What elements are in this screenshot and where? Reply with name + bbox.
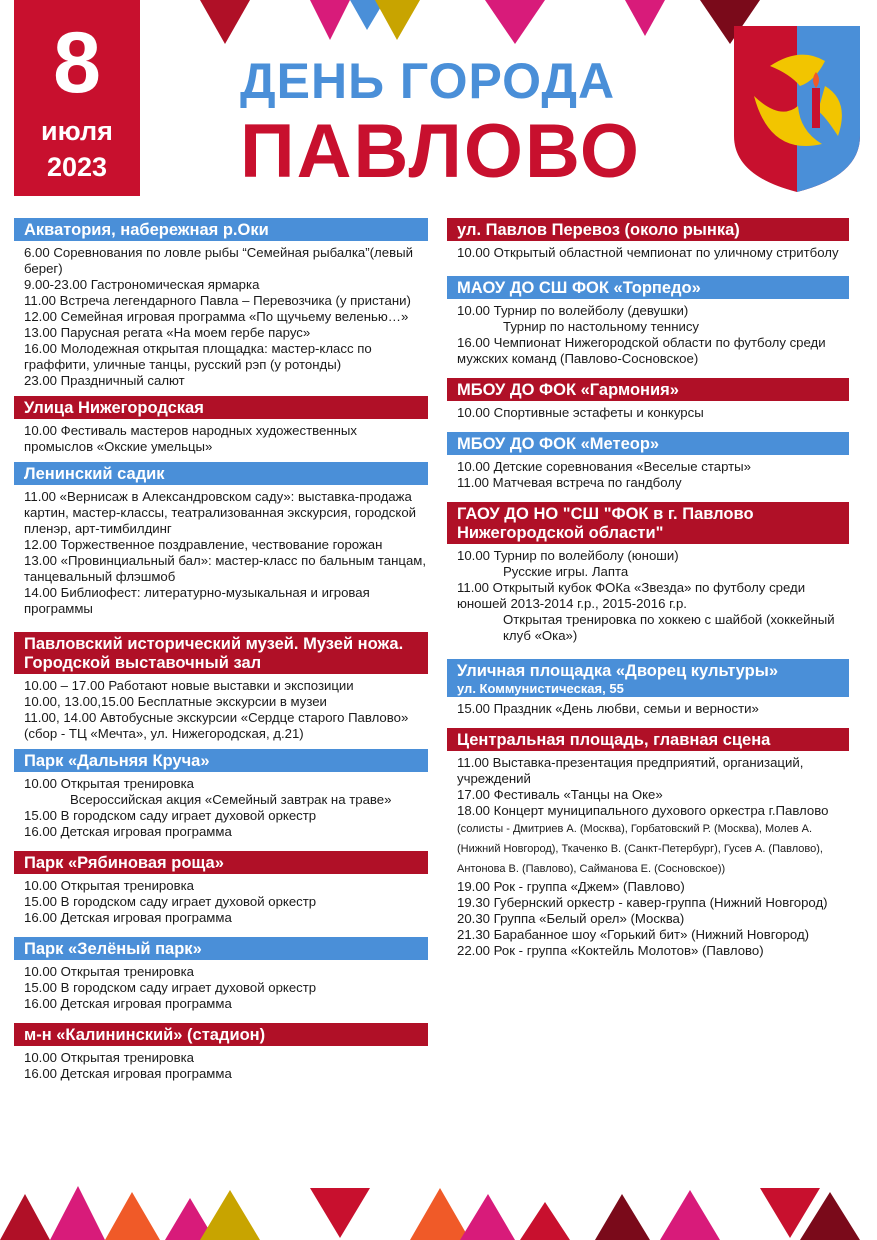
venue-section xyxy=(14,1023,428,1082)
venue-title: Центральная площадь, главная сцена xyxy=(457,731,771,749)
venue-section xyxy=(14,462,428,617)
venue-section xyxy=(14,632,428,742)
event-item: Открытая тренировка по хоккею с шайбой (хоккейный клуб «Ока») xyxy=(503,612,835,643)
venue-title: Акватория, набережная р.Оки xyxy=(24,221,269,239)
title-line2: ПАВЛОВО xyxy=(240,109,642,194)
venue-section xyxy=(14,396,428,455)
event-item: 10.00 – 17.00 Работают новые выставки и экспозиции xyxy=(24,678,354,693)
event-item: 16.00 Детская игровая программа xyxy=(24,996,232,1011)
event-item: 10.00 Открытая тренировка xyxy=(24,964,195,979)
date-day: 8 xyxy=(53,15,101,111)
event-item: 15.00 В городском саду играет духовой оркестр xyxy=(24,894,317,909)
venue-title: ул. Павлов Перевоз (около рынка) xyxy=(457,221,740,239)
event-item: 10.00, 13.00,15.00 Бесплатные экскурсии в музеи xyxy=(24,694,327,709)
venue-section xyxy=(14,218,428,389)
venue-header xyxy=(447,276,849,299)
venue-header xyxy=(14,462,428,485)
date-month: июля xyxy=(41,116,113,146)
event-item: (солисты - Дмитриев А. (Москва), Горбатовский Р. (Москва), Молев А. (Нижний Новгород), Ткаченко В. (Санкт-Петербург), Гусев А. (Павлово), Антонова В. (Павлово), Сайманова Е. (Сосновское)) xyxy=(457,823,823,875)
bottom-decoration xyxy=(0,1184,877,1240)
venue-title: МБОУ ДО ФОК «Метеор» xyxy=(457,435,660,453)
event-item: 15.00 В городском саду играет духовой оркестр xyxy=(24,980,317,995)
event-item: 11.00 Выставка-презентация предприятий, организаций, учреждений xyxy=(457,755,804,786)
event-item: 11.00 Матчевая встреча по гандболу xyxy=(457,475,682,490)
event-item: 23.00 Праздничный салют xyxy=(24,373,185,388)
venue-section xyxy=(447,659,849,717)
event-item: 16.00 Чемпионат Нижегородской области по футболу среди мужских команд (Павлово-Сосновское) xyxy=(457,335,826,366)
venue-title: Уличная площадка «Дворец культуры» xyxy=(457,662,778,680)
event-item: 10.00 Фестиваль мастеров народных художественных промыслов «Окские умельцы» xyxy=(24,423,357,454)
venue-title: м-н «Калининский» (стадион) xyxy=(24,1026,266,1044)
event-item: 15.00 Праздник «День любви, семьи и верности» xyxy=(457,701,759,716)
venue-section xyxy=(447,728,849,959)
venue-header xyxy=(14,851,428,874)
venue-header xyxy=(447,502,849,544)
venue-title: Павловский исторический музей. Музей ножа. Городской выставочный зал xyxy=(24,635,404,672)
venue-title: ГАОУ ДО НО "СШ "ФОК в г. Павлово Нижегородской области" xyxy=(457,505,754,542)
event-item: 12.00 Семейная игровая программа «По щучьему веленью…» xyxy=(24,309,409,324)
date-badge xyxy=(14,0,140,196)
event-item: 6.00 Соревнования по ловле рыбы “Семейная рыбалка”(левый берег) xyxy=(24,245,413,276)
venue-title: Парк «Зелёный парк» xyxy=(24,940,202,958)
event-item: 11.00 Встреча легендарного Павла – Перевозчика (у пристани) xyxy=(24,293,411,308)
event-item: Русские игры. Лапта xyxy=(503,564,629,579)
venue-title: МАОУ ДО СШ ФОК «Торпедо» xyxy=(457,279,701,297)
event-item: 19.00 Рок - группа «Джем» (Павлово) xyxy=(457,879,685,894)
venue-title: Парк «Дальняя Круча» xyxy=(24,752,210,770)
right-column xyxy=(447,218,849,966)
event-item: 11.00, 14.00 Автобусные экскурсии «Сердце старого Павлово» (сбор - ТЦ «Мечта», ул. Нижегородская, д.21) xyxy=(24,710,409,741)
event-item: 12.00 Торжественное поздравление, чествование горожан xyxy=(24,537,383,552)
venue-section xyxy=(447,378,849,421)
event-item: 10.00 Турнир по волейболу (юноши) xyxy=(457,548,679,563)
venue-subtitle: ул. Коммунистическая, 55 xyxy=(457,681,624,696)
event-item: 15.00 В городском саду играет духовой оркестр xyxy=(24,808,317,823)
date-year: 2023 xyxy=(46,152,108,182)
event-item: 20.30 Группа «Белый орел» (Москва) xyxy=(457,911,685,926)
event-item: 13.00 Парусная регата «На моем гербе парус» xyxy=(24,325,311,340)
event-item: 10.00 Спортивные эстафеты и конкурсы xyxy=(457,405,704,420)
event-item: 10.00 Открытая тренировка xyxy=(24,1050,195,1065)
venue-section xyxy=(14,749,428,840)
venue-header xyxy=(447,218,849,241)
event-item: Турнир по настольному теннису xyxy=(503,319,700,334)
venue-header xyxy=(14,749,428,772)
event-item: 10.00 Открытая тренировка xyxy=(24,878,195,893)
event-item: 10.00 Турнир по волейболу (девушки) xyxy=(457,303,689,318)
event-item: 11.00 «Вернисаж в Александровском саду»: выставка-продажа картин, мастер-классы, театрализованная экскурсия, городской пленэр, арт-тимбилдинг xyxy=(24,489,417,536)
venue-header xyxy=(14,218,428,241)
venue-section xyxy=(447,276,849,367)
event-item: 21.30 Барабанное шоу «Горький бит» (Нижний Новгород) xyxy=(457,927,810,942)
event-item: 11.00 Открытый кубок ФОКа «Звезда» по футболу среди юношей 2013-2014 г.р., 2015-2016 г.р. xyxy=(457,580,806,611)
venue-header xyxy=(447,659,849,697)
venue-header xyxy=(447,728,849,751)
event-item: 16.00 Детская игровая программа xyxy=(24,824,232,839)
event-item: 16.00 Детская игровая программа xyxy=(24,910,232,925)
venue-header xyxy=(14,937,428,960)
event-item: 14.00 Библиофест: литературно-музыкальная и игровая программы xyxy=(24,585,370,616)
event-item: 9.00-23.00 Гастрономическая ярмарка xyxy=(24,277,260,292)
venue-section xyxy=(447,218,849,261)
venue-header xyxy=(447,432,849,455)
venue-section xyxy=(14,851,428,926)
venue-title: МБОУ ДО ФОК «Гармония» xyxy=(457,381,679,399)
event-item: 10.00 Детские соревнования «Веселые старты» xyxy=(457,459,751,474)
event-item: 16.00 Детская игровая программа xyxy=(24,1066,232,1081)
venue-header xyxy=(14,396,428,419)
left-column xyxy=(14,218,428,1089)
event-item: 22.00 Рок - группа «Коктейль Молотов» (Павлово) xyxy=(457,943,764,958)
venue-section xyxy=(447,432,849,491)
event-item: 18.00 Концерт муниципального духового оркестра г.Павлово xyxy=(457,803,829,818)
venue-header xyxy=(14,632,428,674)
venue-title: Ленинский садик xyxy=(24,465,165,483)
venue-title: Улица Нижегородская xyxy=(24,399,204,417)
event-item: Всероссийская акция «Семейный завтрак на траве» xyxy=(70,792,392,807)
venue-section xyxy=(447,502,849,644)
title-line1: ДЕНЬ ГОРОДА xyxy=(240,53,616,109)
event-item: 10.00 Открытый областной чемпионат по уличному стритболу xyxy=(457,245,839,260)
venue-title: Парк «Рябиновая роща» xyxy=(24,854,224,872)
event-item: 13.00 «Провинциальный бал»: мастер-класс по бальным танцам, танцевальный флэшмоб xyxy=(24,553,427,584)
event-item: 17.00 Фестиваль «Танцы на Оке» xyxy=(457,787,663,802)
venue-header xyxy=(447,378,849,401)
coat-of-arms-icon xyxy=(730,26,864,197)
event-item: 16.00 Молодежная открытая площадка: мастер-класс по граффити, уличные танцы, русский рэп (у ротонды) xyxy=(24,341,372,372)
event-item: 19.30 Губернский оркестр - кавер-группа (Нижний Новгород) xyxy=(457,895,828,910)
venue-header xyxy=(14,1023,428,1046)
venue-section xyxy=(14,937,428,1012)
event-item: 10.00 Открытая тренировка xyxy=(24,776,195,791)
